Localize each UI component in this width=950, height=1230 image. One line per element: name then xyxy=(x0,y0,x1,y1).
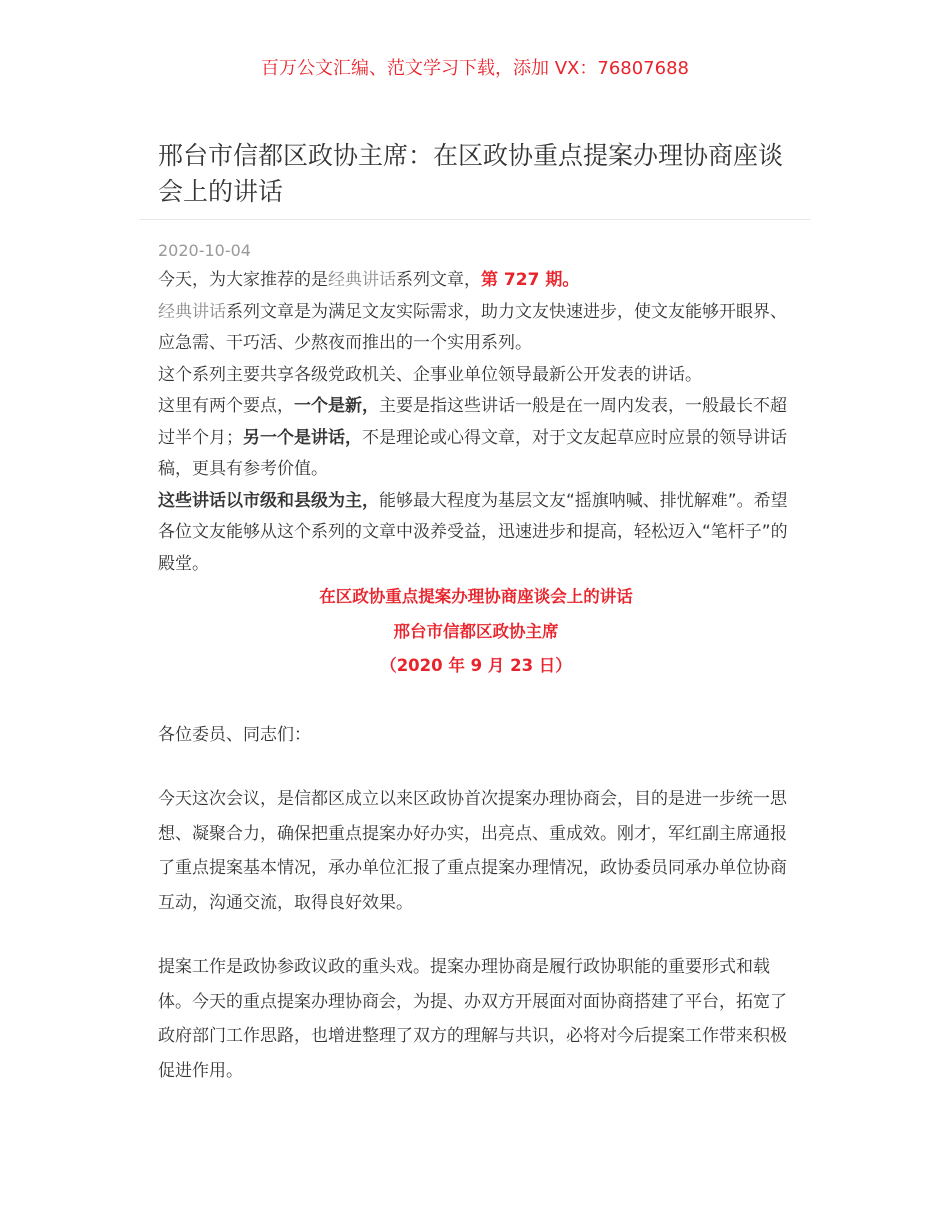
speech-speaker: 邢台市信都区政协主席 xyxy=(393,621,559,641)
article-body xyxy=(158,265,794,1088)
spacer xyxy=(158,752,794,782)
intro-paragraph-2: 经典讲话系列文章是为满足文友实际需求，助力文友快速进步，使文友能够开眼界、应急需、干巧活、少熬夜而推出的一个实用系列。 xyxy=(158,301,787,353)
publish-date: 2020-10-04 xyxy=(158,241,251,260)
speech-salutation: 各位委员、同志们： xyxy=(158,724,311,745)
spacer xyxy=(158,684,794,718)
title-divider xyxy=(140,219,810,220)
spacer xyxy=(158,920,794,950)
article-title: 邢台市信都区政协主席：在区政协重点提案办理协商座谈会上的讲话 xyxy=(158,141,784,206)
series-name: 经典讲话 xyxy=(328,270,396,290)
intro-paragraph-3: 这个系列主要共享各级党政机关、企事业单位领导最新公开发表的讲话。 xyxy=(158,364,702,385)
intro-paragraph-1: 今天，为大家推荐的是经典讲话系列文章，第 727 期。 xyxy=(158,270,580,290)
intro-paragraph-5: 这些讲话以市级和县级为主，能够最大程度为基层文友“摇旗呐喊、排忧解难”。希望各位文友能够从这个系列的文章中汲养受益，迅速进步和提高，轻松迈入“笔杆子”的殿堂。 xyxy=(158,490,788,574)
speech-paragraph-1: 今天这次会议，是信都区成立以来区政协首次提案办理协商会，目的是进一步统一思想、凝聚合力，确保把重点提案办好办实，出亮点、重成效。刚才，军红副主席通报了重点提案基本情况，承办单位汇报了重点提案办理情况，政协委员同承办单位协商互动，沟通交流，取得良好效果。 xyxy=(158,789,787,913)
speech-date: （2020 年 9 月 23 日） xyxy=(380,656,572,675)
intro-paragraph-4: 这里有两个要点，一个是新，主要是指这些讲话一般是在一周内发表，一般最长不超过半个月；另一个是讲话，不是理论或心得文章，对于文友起草应时应景的领导讲话稿，更具有参考价值。 xyxy=(158,396,787,479)
speech-paragraph-2: 提案工作是政协参政议政的重头戏。提案办理协商是履行政协职能的重要形式和载体。今天的重点提案办理协商会，为提、办双方开展面对面协商搭建了平台，拓宽了政府部门工作思路，也增进整理了双方的理解与共识，必将对今后提案工作带来积极促进作用。 xyxy=(158,957,787,1081)
speech-heading: 在区政协重点提案办理协商座谈会上的讲话 xyxy=(319,587,633,606)
series-name: 经典讲话 xyxy=(158,301,226,322)
issue-number: 第 727 期。 xyxy=(481,270,580,290)
promo-banner: 百万公文汇编、范文学习下载，添加 VX：76807688 xyxy=(261,58,689,79)
